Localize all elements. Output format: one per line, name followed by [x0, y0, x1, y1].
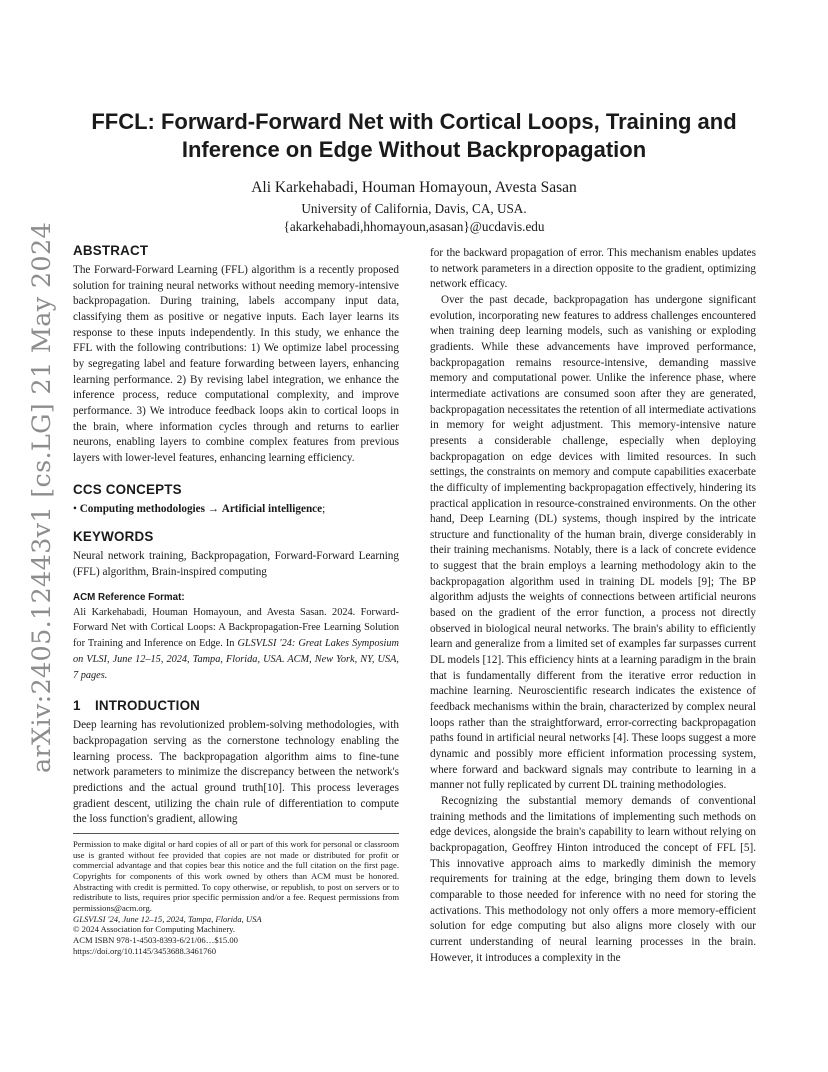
reference-format-plain: Ali Karkehabadi, Houman Homayoun, and Avesta Sasan. 2024. Forward-Forward Net with Cortical Loops: A Backpropagation-Free Learning Solution for Training and Inference on Edge. In: [73, 606, 399, 650]
paper-title-line-2: Inference on Edge Without Backpropagation: [181, 137, 647, 162]
right-column: [430, 246, 756, 966]
introduction-paragraph-1: Deep learning has revolutionized problem-solving methodologies, with backpropagation serving as the cornerstone technology enabling the learning process. The backpropagation algorithm aims to fine-tune network parameters to minimize the discrepancy between the network's predictions and the actual ground truth[10]. This process leverages gradient descent, utilizing the chain rule of differentiation to compute the loss function's gradient, allowing: [73, 719, 399, 826]
bullet-glyph: •: [73, 502, 77, 515]
isbn-line: ACM ISBN 978-1-4503-8393-6/21/06…$15.00: [73, 934, 238, 945]
reference-format-venue: GLSVLSI '24: Great Lakes Symposium on VLSI, June 12–15, 2024, Tampa, Florida, USA. ACM, New York, NY, USA, 7 pages.: [73, 638, 399, 681]
right-paragraph-1: for the backward propagation of error. This mechanism enables updates to network parameters in a direction opposite to the gradient, optimizing network efficacy.: [430, 247, 756, 291]
paper-title-line-1: FFCL: Forward-Forward Net with Cortical Loops, Training and: [91, 109, 737, 134]
introduction-heading: [73, 697, 399, 715]
paper-title: [60, 108, 768, 164]
permission-notice: Permission to make digital or hard copies of all or part of this work for personal or classroom use is granted without fee provided that copies are not made or distributed for profit or commercial advantage and that copies bear this notice and the full citation on the first page. Copyrights for components of this work owned by others than ACM must be honored. Abstracting with credit is permitted. To copy otherwise, or republish, to post on servers or to redistribute to lists, requires prior specific permission and/or a fee. Request permissions from permissions@acm.org.: [73, 839, 399, 913]
introduction-heading-text: INTRODUCTION: [95, 698, 201, 714]
keywords-heading: KEYWORDS: [73, 529, 154, 545]
author-emails: {akarkehabadi,hhomayoun,asasan}@ucdavis.edu: [283, 219, 545, 234]
ccs-item-computing-methodologies: Computing methodologies: [79, 502, 205, 515]
conference-line: GLSVLSI '24, June 12–15, 2024, Tampa, Florida, USA: [73, 913, 262, 924]
reference-format-heading: ACM Reference Format:: [73, 591, 185, 603]
abstract-heading: ABSTRACT: [73, 243, 149, 258]
footnote-divider: [73, 833, 399, 834]
affiliation: University of California, Davis, CA, USA.: [301, 201, 527, 216]
right-arrow-glyph: →: [207, 502, 219, 515]
ccs-concepts: [73, 502, 399, 518]
reference-format-text: [73, 605, 399, 684]
affiliation-block: [60, 200, 768, 236]
ccs-item-artificial-intelligence: Artificial intelligence: [221, 502, 323, 515]
doi-link[interactable]: https://doi.org/10.1145/3453688.3461760: [73, 945, 216, 956]
right-paragraph-3: Recognizing the substantial memory demands of conventional training methods and the limitations of implementing such methods on edge devices, alongside the brain's capability to learn without relying on backpropagation, Geoffrey Hinton introduced the concept of FFL [5]. This innovative approach aims to markedly diminish the memory requirements for training at the edge, bringing them down to levels comparable to those needed for inference with no need for storing the activations. This methodology not only offers a more memory-efficient solution for edge computing but also aligns more closely with our current understanding of neural learning processes in the brain. However, it introduces a complexity in the: [430, 794, 756, 964]
ccs-heading: CCS CONCEPTS: [73, 481, 182, 497]
ccs-terminator: ;: [322, 502, 326, 515]
section-number: 1: [73, 698, 81, 714]
copyright-line: © 2024 Association for Computing Machinery.: [73, 924, 236, 935]
abstract-text: The Forward-Forward Learning (FFL) algorithm is a recently proposed solution for training neural networks without needing memory-intensive backpropagation. During training, labels accompany input data, classifying them as positive or negative inputs. Each layer learns its response to these inputs independently. In this study, we enhance the FFL with the following contributions: 1) We optimize label processing by segregating label and feature forwarding between layers, enhancing learning performance. 2) By revising label integration, we enhance the inference process, reduce computational complexity, and improve performance. 3) We introduce feedback loops akin to cortical loops in the brain, where information cycles through and returns to earlier neurons, enabling layers to combine complex features from previous layers with lower-level features, enhancing learning efficiency.: [73, 264, 399, 464]
author-list: Ali Karkehabadi, Houman Homayoun, Avesta Sasan: [251, 179, 577, 196]
right-paragraph-2: Over the past decade, backpropagation has undergone significant evolution, incorporating new features to address challenges encountered when training deep learning models, such as vanishing or exploding gradients. While these advancements have improved performance, backpropagation remains resource-intensive, demanding massive memory and computational power. Unlike the inference phase, where intermediate activations are consumed soon after they are generated, backpropagation necessitates the retention of all intermediate activations in memory for weight adjustment. This memory-intensive nature presents a considerable challenge, especially when deploying backpropagation on edge devices with limited resources. In such settings, the constraints on memory and compute capabilities exacerbate the difficulty of implementing backpropagation effectively, hindering its practical application in resource-constrained environments. On the other hand, Deep Learning (DL) systems, though inspired by the intricate structure and functionality of the human brain, diverge considerably in their training mechanisms. Notably, there is a lack of concrete evidence to suggest that the brain employs a learning methodology akin to the backpropagation algorithm used in training DL models [9]; The BP algorithm adjusts the weights of connections between artificial neurons based on the gradient of the error function, a process not directly observed in biological neural networks. The brain's ability to efficiently learn and generalize from a limited set of examples far surpasses current DL models [12]. This efficiency hints at a learning paradigm in the brain that is fundamentally different from the iterative error reduction in machine learning. Neuroscientific research indicates the existence of feedback mechanisms within the brain, characterized by complex neural loops rather than the straightforward, error-correcting backpropagation paths found in artificial neural networks [4]. These loops suggest a more dynamic and possibly more efficient information processing system, where forward and backward signals may contribute to learning in a manner not fully replicated by current DL training methodologies.: [430, 293, 756, 792]
arxiv-identifier-stamp[interactable]: arXiv:2405.12443v1 [cs.LG] 21 May 2024: [27, 221, 57, 773]
keywords-text: Neural network training, Backpropagation, Forward-Forward Learning (FFL) algorithm, Brain-inspired computing: [73, 550, 399, 578]
copyright-footnote: [73, 839, 399, 956]
left-column: [73, 242, 399, 828]
